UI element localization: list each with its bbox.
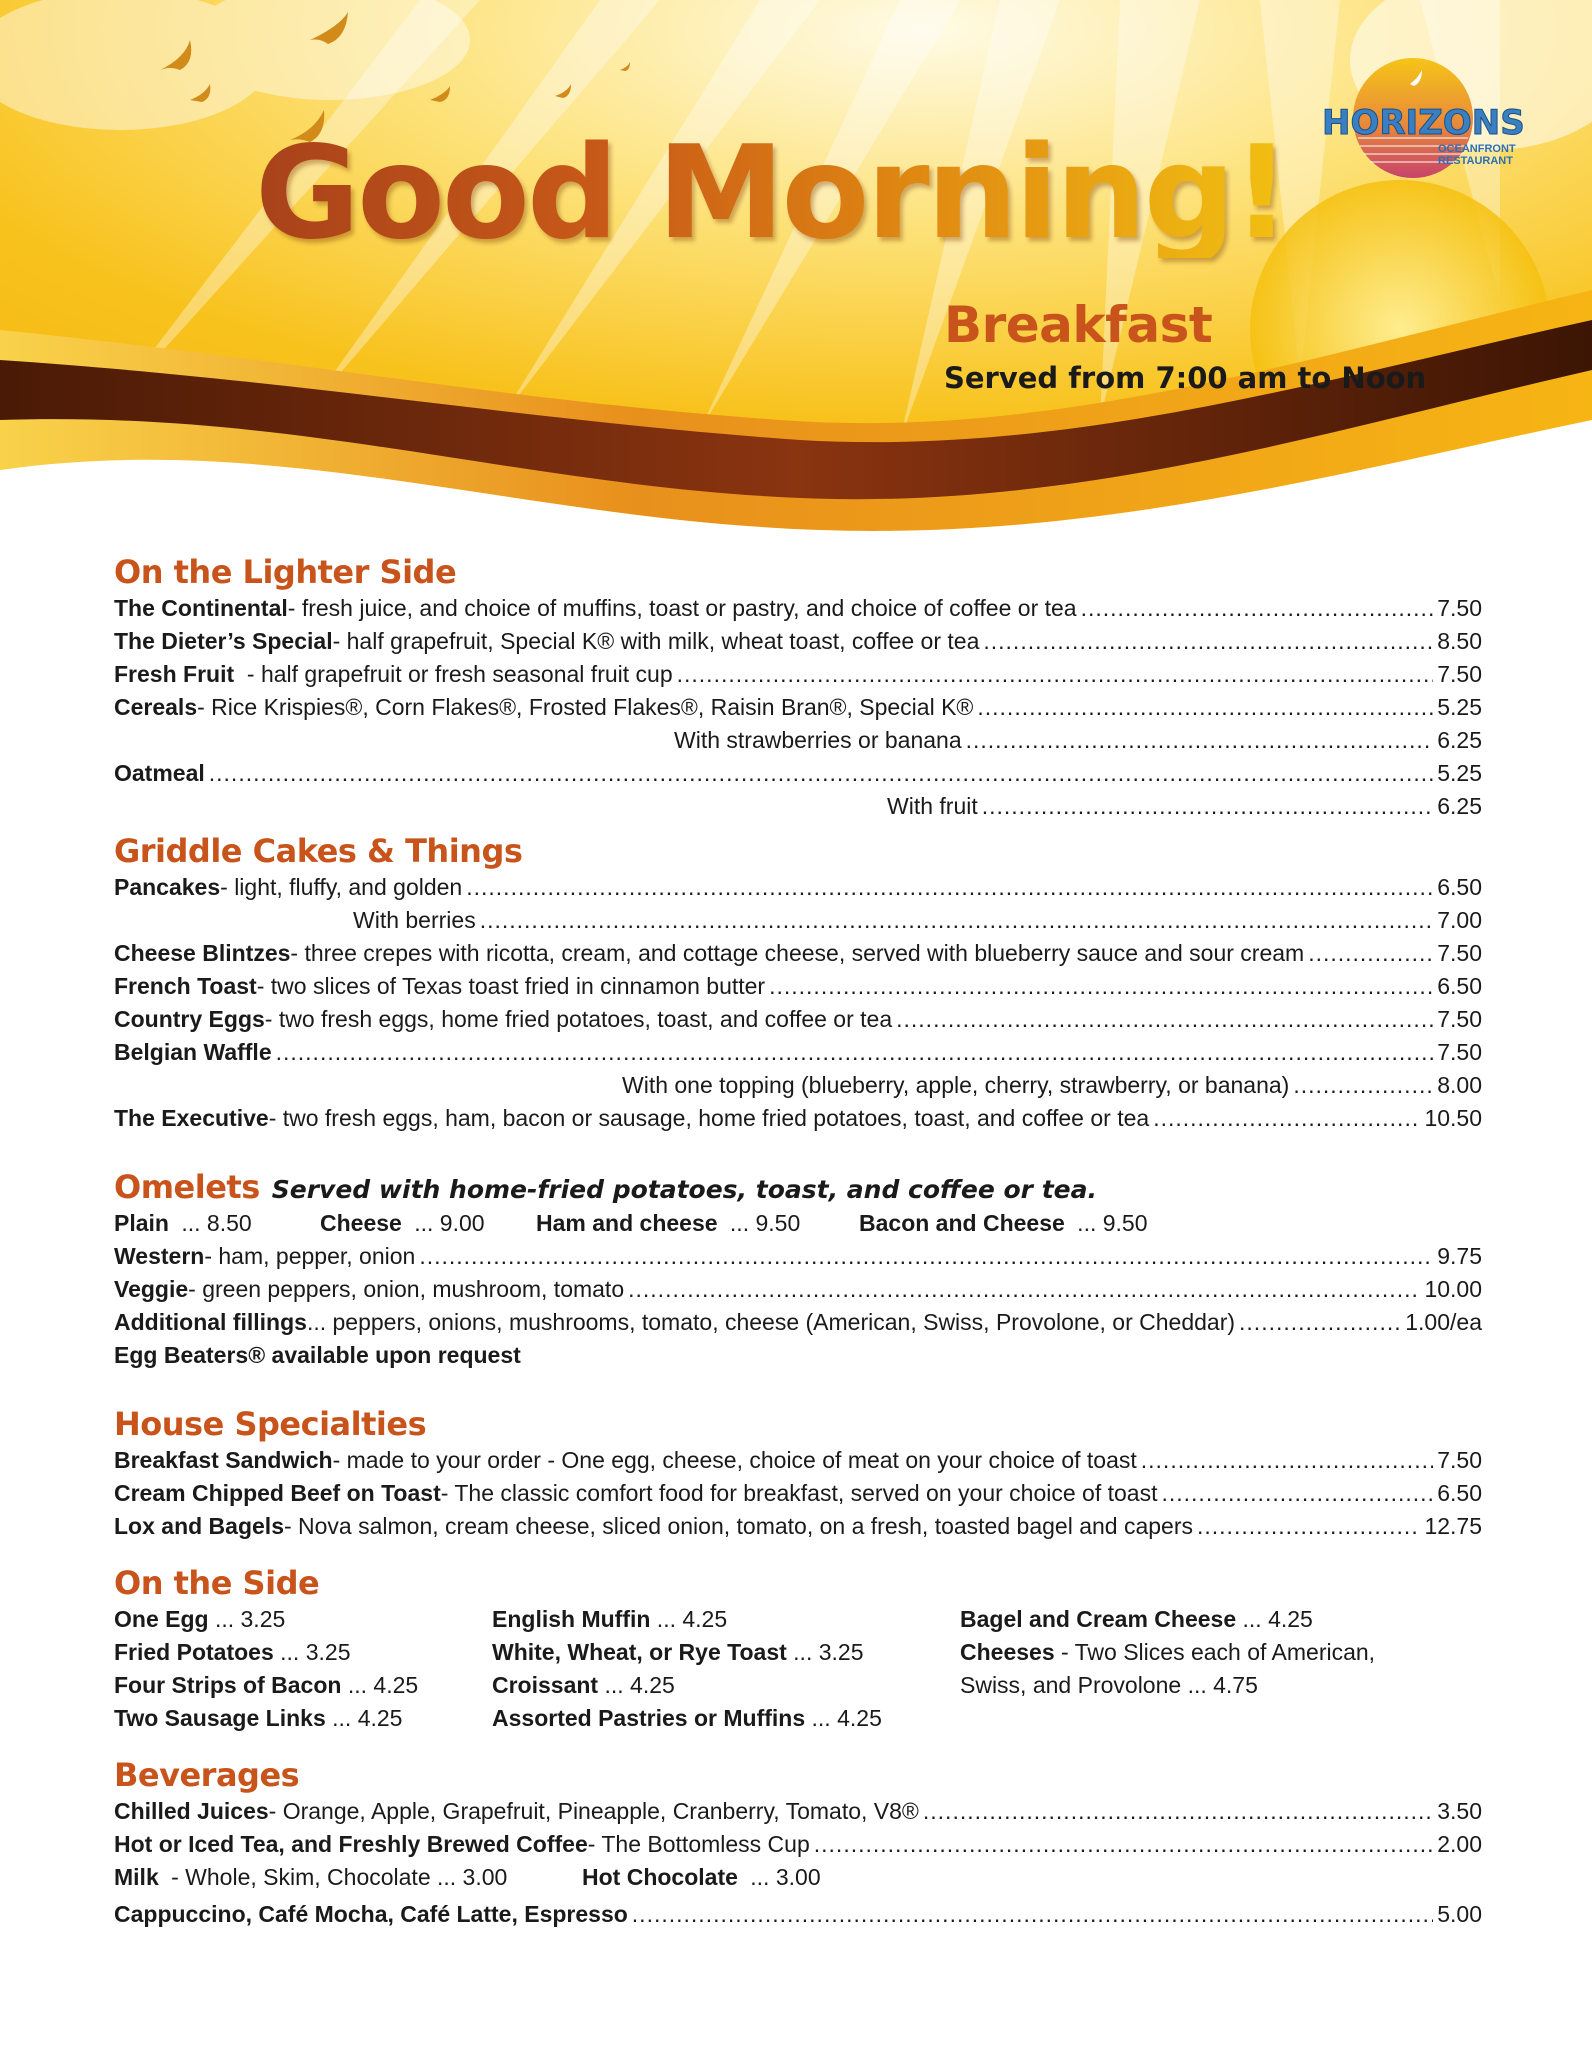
side-item: Fried Potatoes ... 3.25: [114, 1639, 351, 1665]
menu-item: Veggie - green peppers, onion, mushroom, tomato ..... 10.00: [114, 1273, 1482, 1306]
menu-item: Lox and Bagels - Nova salmon, cream cheese, sliced onion, tomato, on a fresh, toasted bagel and capers ..... 12.75: [114, 1510, 1482, 1543]
side-item: English Muffin ... 4.25: [492, 1606, 728, 1632]
menu-item: Belgian Waffle ..... 7.50: [114, 1036, 1482, 1069]
menu-item: Cappuccino, Café Mocha, Café Latte, Espresso ..... 5.00: [114, 1894, 1482, 1934]
sides-grid: [114, 1603, 1482, 1735]
omelets-note: Served with home-fried potatoes, toast, and coffee or tea.: [271, 1175, 1097, 1204]
side-item: White, Wheat, or Rye Toast ... 3.25: [492, 1639, 864, 1665]
section-title-on-the-side: On the Side: [114, 1564, 320, 1602]
serving-hours: Served from 7:00 am to Noon: [944, 361, 1427, 395]
section-title-omelets: Omelets Served with home-fried potatoes, toast, and coffee or tea.: [114, 1168, 1097, 1206]
side-item-cheeses-cont: Swiss, and Provolone ... 4.75: [960, 1672, 1258, 1698]
restaurant-logo: [1318, 54, 1538, 182]
menu-body: [114, 552, 1482, 1934]
menu-item: Additional fillings ... peppers, onions, mushrooms, tomato, cheese (American, Swiss, Provolone, or Cheddar) ..... 1.00/ea: [114, 1306, 1482, 1339]
section-title-lighter-side: On the Lighter Side: [114, 553, 457, 591]
side-item: Bagel and Cream Cheese ... 4.25: [960, 1606, 1313, 1632]
side-item: One Egg ... 3.25: [114, 1606, 286, 1632]
logo-text: HORIZONS: [1322, 103, 1525, 143]
section-title-griddle: Griddle Cakes & Things: [114, 832, 523, 870]
menu-subtitle: Breakfast: [944, 296, 1213, 354]
menu-item-variant: With one topping (blueberry, apple, cherry, strawberry, or banana) ..... 8.00: [114, 1069, 1482, 1102]
menu-item: Chilled Juices - Orange, Apple, Grapefruit, Pineapple, Cranberry, Tomato, V8® ..... 3.50: [114, 1795, 1482, 1828]
side-item-cheeses: Cheeses - Two Slices each of American,: [960, 1639, 1376, 1665]
side-item: Assorted Pastries or Muffins ... 4.25: [492, 1705, 882, 1731]
menu-item: The Continental - fresh juice, and choice of muffins, toast or pastry, and choice of coffee or tea ..... 7.50: [114, 592, 1482, 625]
menu-item: Country Eggs - two fresh eggs, home fried potatoes, toast, and coffee or tea ..... 7.50: [114, 1003, 1482, 1036]
page-title: Good Morning!: [255, 119, 1288, 268]
menu-item: Oatmeal ..... 5.25: [114, 757, 1482, 790]
menu-item: Cream Chipped Beef on Toast - The classic comfort food for breakfast, served on your choice of toast ..... 6.50: [114, 1477, 1482, 1510]
logo-sub-2: RESTAURANT: [1438, 155, 1513, 167]
menu-item-variant: With fruit ..... 6.25: [114, 790, 1482, 823]
menu-item: Western - ham, pepper, onion ..... 9.75: [114, 1240, 1482, 1273]
menu-item-variant: With berries ..... 7.00: [114, 904, 1482, 937]
menu-item: Fresh Fruit - half grapefruit or fresh seasonal fruit cup ..... 7.50: [114, 658, 1482, 691]
section-title-house-specialties: House Specialties: [114, 1405, 427, 1443]
egg-beaters-note: Egg Beaters® available upon request: [114, 1342, 521, 1368]
side-item: Four Strips of Bacon ... 4.25: [114, 1672, 419, 1698]
section-title-beverages: Beverages: [114, 1756, 300, 1794]
menu-item: French Toast - two slices of Texas toast fried in cinnamon butter ..... 6.50: [114, 970, 1482, 1003]
menu-item: Cereals - Rice Krispies®, Corn Flakes®, Frosted Flakes®, Raisin Bran®, Special K® ..... 5.25: [114, 691, 1482, 724]
menu-item: Breakfast Sandwich - made to your order - One egg, cheese, choice of meat on your choice of toast ..... 7.50: [114, 1444, 1482, 1477]
menu-item-variant: With strawberries or banana ..... 6.25: [114, 724, 1482, 757]
menu-item: The Dieter’s Special - half grapefruit, Special K® with milk, wheat toast, coffee or tea ..... 8.50: [114, 625, 1482, 658]
omelet-basics: Plain ... 8.50 Cheese ... 9.00 Ham and cheese ... 9.50 Bacon and Cheese ... 9.50: [114, 1210, 1148, 1236]
side-item: Two Sausage Links ... 4.25: [114, 1705, 403, 1731]
menu-item: The Executive - two fresh eggs, ham, bacon or sausage, home fried potatoes, toast, and coffee or tea ..... 10.50: [114, 1102, 1482, 1135]
menu-item: Pancakes - light, fluffy, and golden ..... 6.50: [114, 871, 1482, 904]
logo-sub-1: OCEANFRONT: [1438, 143, 1516, 155]
milk-row: Milk - Whole, Skim, Chocolate ... 3.00 Hot Chocolate ... 3.00: [114, 1864, 821, 1890]
menu-item: Hot or Iced Tea, and Freshly Brewed Coffee - The Bottomless Cup ..... 2.00: [114, 1828, 1482, 1861]
menu-item: Cheese Blintzes - three crepes with ricotta, cream, and cottage cheese, served with blueberry sauce and sour cream ..... 7.50: [114, 937, 1482, 970]
side-item: Croissant ... 4.25: [492, 1672, 675, 1698]
